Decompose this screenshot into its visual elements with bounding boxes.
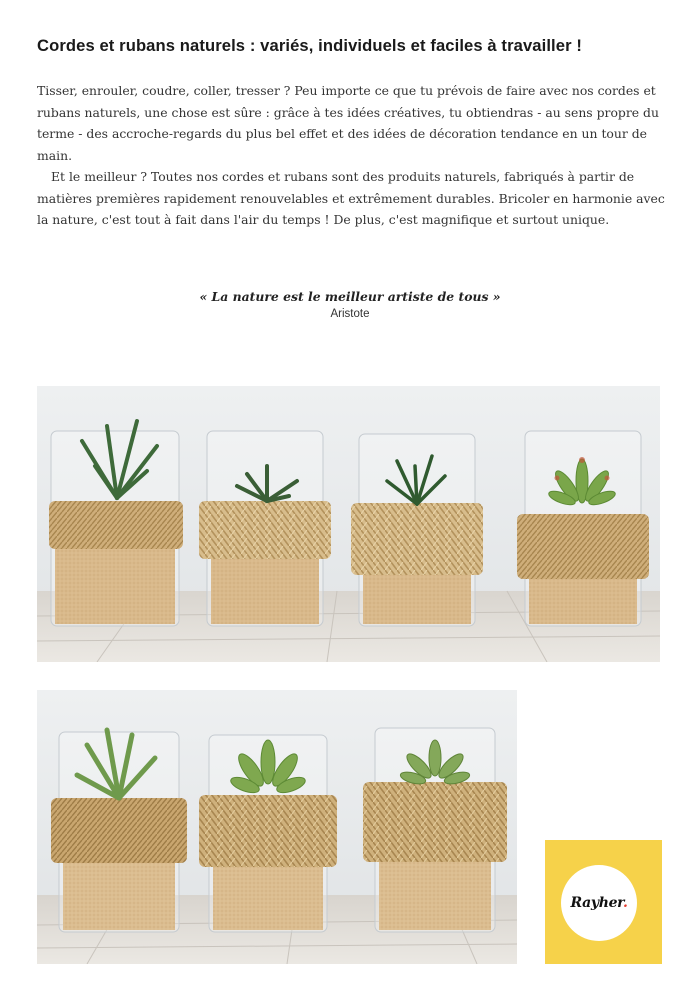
logo-dot: .	[622, 895, 628, 911]
page-title: Cordes et rubans naturels : variés, individuels et faciles à travailler !	[37, 36, 582, 55]
quote-author: Aristote	[330, 308, 370, 320]
paragraph-1: Tisser, enrouler, coudre, coller, tresser ? Peu importe ce que tu prévois de faire avec nos cordes et rubans naturels, une chose est sûre : grâce à tes idées créatives, tu obtiendras - au sens propre du terme - des accroche-regards du plus bel effet et des idées de décoration tendance en un tour de main.	[37, 83, 659, 163]
logo-text: Rayher	[570, 895, 623, 911]
quote-text: « La nature est le meilleur artiste de tous »	[199, 289, 501, 304]
rayher-logo-box	[545, 840, 662, 964]
article-body	[37, 80, 669, 231]
paragraph-2: Et le meilleur ? Toutes nos cordes et rubans sont des produits naturels, fabriqués à partir de matières premières rapidement renouvelables et extrêmement durables. Bricoler en harmonie avec la nature, c'est tout à fait dans l'air du temps ! De plus, c'est magnifique et surtout unique.	[37, 169, 665, 227]
logo-wordmark	[570, 895, 627, 911]
rayher-logo	[561, 865, 637, 941]
photo-three-vases	[37, 690, 517, 964]
photo-four-vases	[37, 386, 660, 662]
